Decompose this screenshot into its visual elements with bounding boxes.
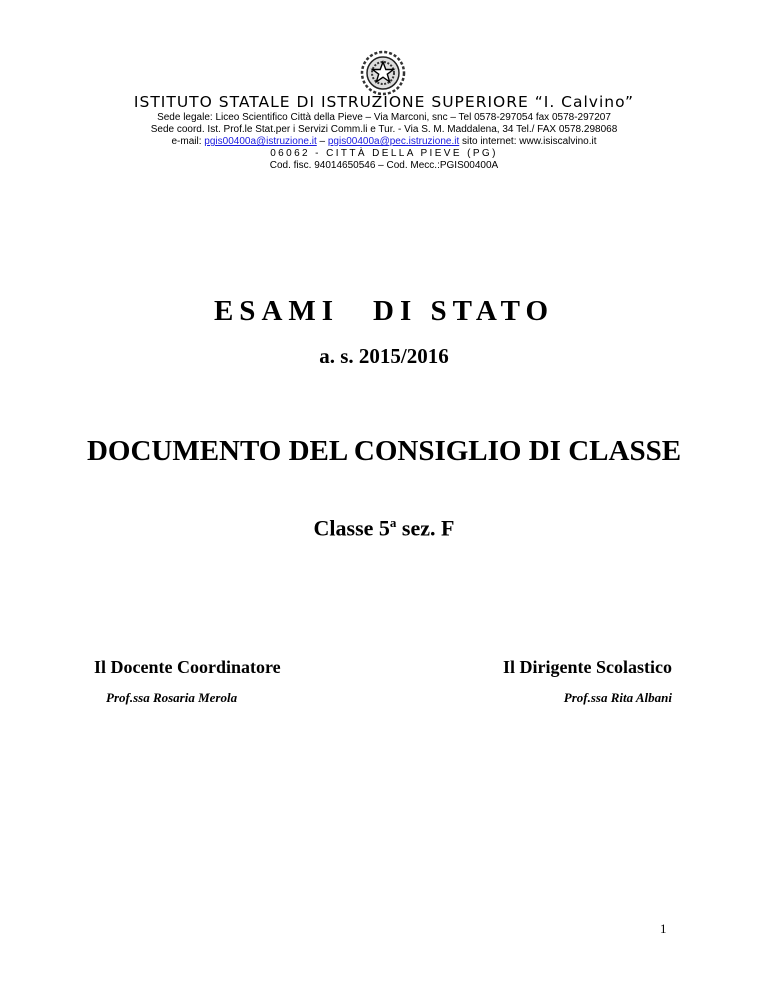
class-label: [0, 515, 768, 541]
document-title: DOCUMENTO DEL CONSIGLIO DI CLASSE: [86, 435, 682, 467]
exam-title: [0, 295, 768, 328]
school-header: [0, 92, 768, 172]
coordinator-signature: [94, 657, 281, 706]
principal-role: Il Dirigente Scolastico: [503, 657, 672, 677]
school-name: ISTITUTO STATALE DI ISTRUZIONE SUPERIORE “I. Calvino”: [133, 93, 635, 111]
principal-signature: [503, 657, 672, 706]
school-year: a. s. 2015/2016: [319, 344, 449, 368]
legal-seat-line: Sede legale: Liceo Scientifico Città della Pieve – Via Marconi, snc – Tel 0578-297054 fax 0578-297207: [157, 112, 611, 123]
pec-email-link[interactable]: pgis00400a@pec.istruzione.it: [327, 136, 460, 147]
codes-line: Cod. fisc. 94014650546 – Cod. Mecc.:PGIS00400A: [269, 160, 499, 171]
principal-name: Prof.ssa Rita Albani: [563, 690, 672, 705]
coordinated-seat-line: Sede coord. Ist. Prof.le Stat.per i Servizi Comm.li e Tur. - Via S. M. Maddalena, 34 Tel./ FAX 0578.298068: [150, 124, 618, 135]
class-section: sez. F: [396, 515, 455, 541]
exam-title-word2: DI STATO: [373, 295, 555, 327]
contact-line: [0, 136, 768, 148]
website-text: sito internet: www.isiscalvino.it: [459, 136, 597, 147]
class-prefix: Classe 5: [313, 515, 390, 541]
coordinator-name: Prof.ssa Rosaria Merola: [106, 690, 238, 705]
republic-emblem-icon: [360, 50, 406, 96]
email-link[interactable]: pgis00400a@istruzione.it: [204, 136, 317, 147]
coordinator-role: Il Docente Coordinatore: [94, 657, 281, 677]
address-line: 06062 - CITTÀ DELLA PIEVE (PG): [270, 148, 498, 159]
email-prefix: e-mail:: [171, 136, 205, 147]
class-superscript: a: [389, 515, 397, 530]
page-number: 1: [660, 921, 667, 936]
email-separator: –: [316, 136, 328, 147]
exam-title-word1: ESAMI: [213, 295, 340, 327]
